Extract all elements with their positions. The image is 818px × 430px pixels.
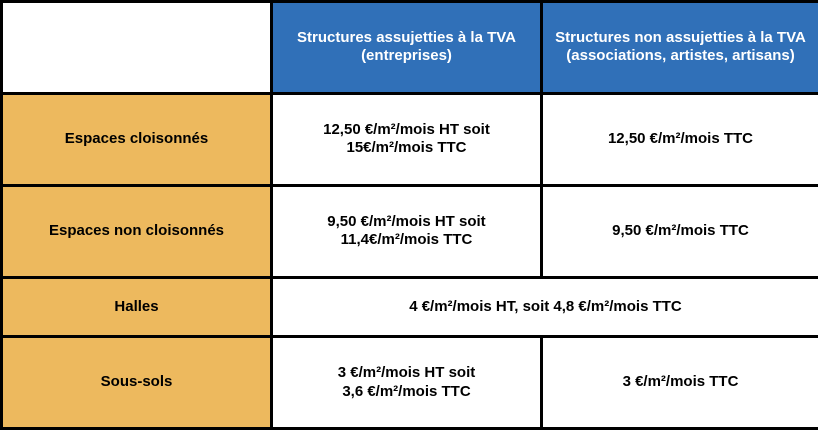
table-row bbox=[2, 185, 818, 277]
table-row bbox=[2, 337, 818, 429]
cell-vat-espaces-cloisonnes bbox=[272, 93, 542, 185]
cell-vat-espaces-non-cloisonnes bbox=[272, 185, 542, 277]
table-header-row bbox=[2, 2, 818, 94]
row-label-halles: Halles bbox=[2, 277, 272, 336]
cell-merged-halles: 4 €/m²/mois HT, soit 4,8 €/m²/mois TTC bbox=[272, 277, 818, 336]
cell-line-1: 9,50 €/m²/mois HT soit bbox=[327, 212, 486, 230]
header-cell-novat: Structures non assujetties à la TVA (associations, artistes, artisans) bbox=[542, 2, 818, 94]
cell-novat-espaces-non-cloisonnes bbox=[542, 185, 818, 277]
cell-line-1: 3 €/m²/mois HT soit bbox=[337, 363, 476, 381]
cell-line-1: 9,50 €/m²/mois TTC bbox=[612, 222, 749, 240]
header-cell-vat: Structures assujetties à la TVA (entreprises) bbox=[272, 2, 542, 94]
row-label-espaces-cloisonnes: Espaces cloisonnés bbox=[2, 93, 272, 185]
header-empty-cell bbox=[2, 2, 272, 94]
cell-line-2: 11,4€/m²/mois TTC bbox=[340, 231, 473, 249]
cell-novat-sous-sols bbox=[542, 337, 818, 429]
cell-novat-espaces-cloisonnes bbox=[542, 93, 818, 185]
cell-line-1: 12,50 €/m²/mois TTC bbox=[607, 130, 754, 148]
cell-line-2: 15€/m²/mois TTC bbox=[346, 139, 467, 157]
cell-line-1: 12,50 €/m²/mois HT soit bbox=[323, 120, 490, 138]
row-label-espaces-non-cloisonnes: Espaces non cloisonnés bbox=[2, 185, 272, 277]
table-row bbox=[2, 277, 818, 336]
cell-vat-sous-sols bbox=[272, 337, 542, 429]
cell-line-1: 3 €/m²/mois TTC bbox=[622, 373, 739, 391]
table-row bbox=[2, 93, 818, 185]
row-label-sous-sols: Sous-sols bbox=[2, 337, 272, 429]
cell-line-2: 3,6 €/m²/mois TTC bbox=[342, 382, 471, 400]
